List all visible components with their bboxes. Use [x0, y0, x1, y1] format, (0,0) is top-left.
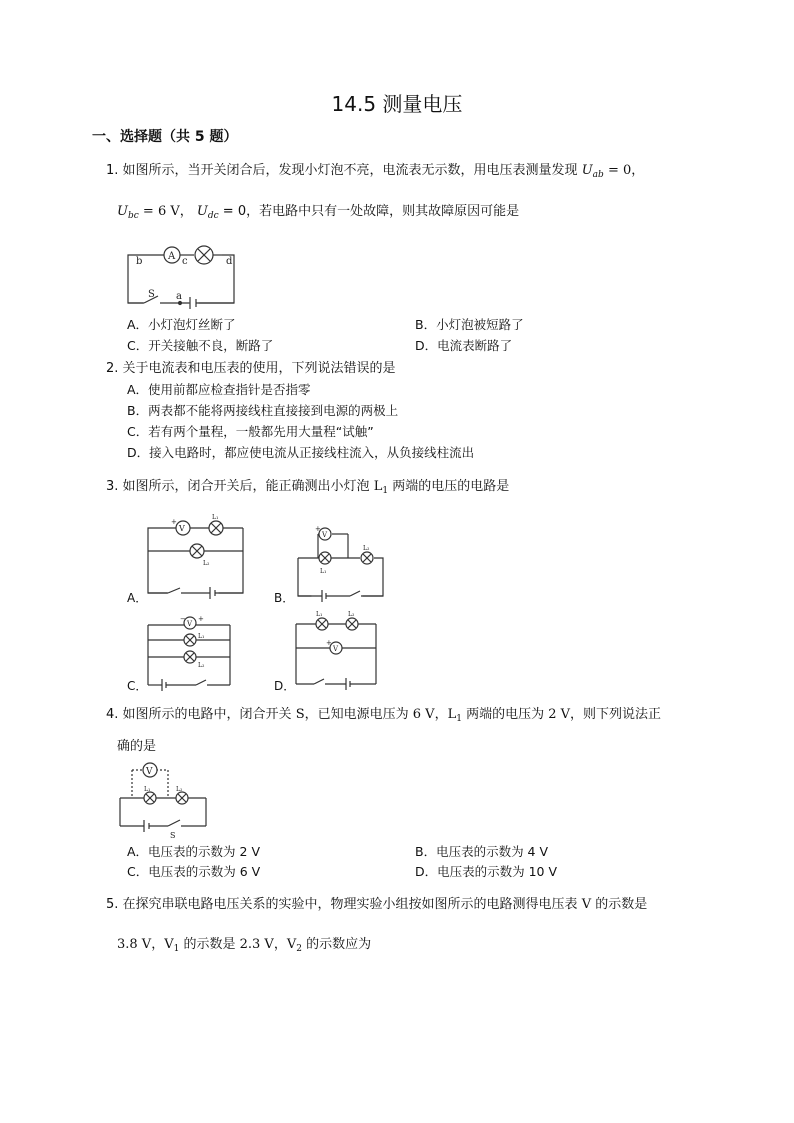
question-1-text: 如图所示，当开关闭合后，发现小灯泡不亮，电流表无示数，用电压表测量发现 — [122, 163, 578, 178]
question-5-line-1 — [106, 896, 647, 914]
question-5-text: 的示数是 — [595, 897, 648, 912]
lamp-l2-label: L₂ — [348, 611, 355, 618]
question-3 — [106, 478, 509, 500]
q1-option-c[interactable]: C．开关接触不良，断路了 — [127, 338, 274, 353]
voltage-symbol: U — [196, 204, 208, 219]
node-label-b: b — [136, 256, 143, 267]
lamp-l2-label: L₂ — [198, 662, 205, 669]
question-number: 1. — [106, 163, 119, 178]
q3-option-a[interactable]: A． — [127, 591, 148, 605]
voltmeter-label: V — [333, 645, 339, 653]
node-label-a: a — [176, 291, 182, 302]
minus-label: − — [180, 615, 186, 623]
voltage-value: 3.8 V， — [117, 937, 165, 952]
voltage-value: 2.3 V， — [239, 937, 287, 952]
question-3-text-end: 两端的电压的电路是 — [392, 479, 510, 494]
switch-label: S — [170, 831, 176, 840]
question-4-line-2: 确的是 — [117, 739, 157, 754]
question-number: 5. — [106, 897, 119, 912]
q2-option-a[interactable]: A．使用前都应检查指针是否指零 — [127, 382, 311, 397]
q3-circuit-a — [148, 513, 243, 598]
switch-icon — [314, 679, 324, 684]
voltmeter-symbol: V — [164, 937, 174, 952]
question-5-text: 的示数应为 — [306, 937, 372, 952]
question-5-text: 的示数是 — [183, 937, 236, 952]
lamp-symbol: L — [373, 479, 383, 494]
q2-option-d[interactable]: D．接入电路时，都应使电流从正接线柱流入，从负接线柱流出 — [127, 445, 475, 460]
q1-option-a[interactable]: A．小灯泡灯丝断了 — [127, 317, 236, 332]
lamp-l1-label: L₁ — [320, 568, 327, 575]
separator: ， — [434, 707, 448, 722]
question-number: 2. — [106, 361, 119, 376]
question-number: 4. — [106, 707, 119, 722]
voltage-symbol: U — [117, 204, 128, 219]
voltmeter-subscript: 2 — [296, 944, 302, 954]
lamp-l1-label: L₁ — [212, 514, 219, 521]
question-4-circuit-diagram — [118, 760, 208, 838]
question-5-line-2 — [117, 936, 371, 958]
lamp-l2-label: L₂ — [203, 560, 210, 567]
question-5-text: 在探究串联电路电压关系的实验中，物理实验小组按如图所示的电路测得电压表 — [122, 897, 578, 912]
question-1-line-2 — [117, 203, 519, 225]
voltmeter-symbol: V — [286, 937, 297, 952]
ammeter-label: A — [168, 251, 176, 262]
lamp-subscript: 1 — [456, 714, 462, 724]
lamp-l1-label: L₁ — [198, 633, 205, 640]
plus-label: + — [171, 518, 177, 526]
question-2-text: 关于电流表和电压表的使用，下列说法错误的是 — [122, 361, 396, 376]
question-4-text: ，则下列说法正 — [570, 707, 662, 722]
voltage-value: = 0，若电路中只有一处故障，则其故障原因可能是 — [218, 204, 520, 219]
question-4-line-1 — [106, 706, 661, 728]
question-4-text: 如图所示的电路中，闭合开关 — [122, 707, 292, 722]
q2-option-b[interactable]: B．两表都不能将两接线柱直接接到电源的两极上 — [127, 403, 399, 418]
lamp-symbol: L — [447, 707, 457, 722]
question-4-text: 两端的电压为 — [466, 707, 545, 722]
question-4-text: ，已知电源电压为 — [304, 707, 409, 722]
switch-icon — [168, 820, 180, 826]
q3-option-b[interactable]: B． — [274, 591, 295, 605]
voltage-symbol: U — [581, 163, 593, 178]
switch-symbol: S — [295, 707, 305, 722]
q3-option-c[interactable]: C． — [127, 679, 148, 693]
lamp-subscript: 1 — [382, 486, 389, 496]
voltmeter-label: V — [179, 524, 185, 533]
question-number: 3. — [106, 479, 119, 494]
q1-option-b[interactable]: B．小灯泡被短路了 — [415, 317, 524, 332]
lamp-l1-label: L₁ — [316, 611, 323, 618]
q3-option-d[interactable]: D． — [274, 679, 296, 693]
voltmeter-label: V — [322, 531, 328, 539]
lamp-l1-label: L₁ — [144, 786, 151, 793]
q4-option-a[interactable]: A．电压表的示数为 2 V — [127, 844, 261, 859]
voltmeter-label: V — [146, 767, 153, 777]
q4-option-d[interactable]: D．电压表的示数为 10 V — [415, 864, 558, 879]
q4-option-b[interactable]: B．电压表的示数为 4 V — [415, 844, 549, 859]
lamp-l2-label: L₂ — [363, 545, 370, 552]
q3-circuit-b — [298, 526, 383, 601]
q1-option-d[interactable]: D．电流表断路了 — [415, 338, 513, 353]
voltage-value: 6 V — [412, 707, 435, 722]
switch-label: S — [148, 289, 155, 300]
question-1-circuit-diagram — [124, 240, 244, 308]
lamp-l2-label: L₂ — [176, 786, 183, 793]
voltage-value: = 0， — [603, 163, 645, 178]
plus-label: + — [315, 525, 321, 533]
page-title: 14.5 测量电压 — [331, 92, 463, 116]
q4-option-c[interactable]: C．电压表的示数为 6 V — [127, 864, 261, 879]
section-heading: 一、选择题（共 5 题） — [92, 129, 238, 145]
node-label-d: d — [226, 256, 233, 267]
q3-circuit-d — [296, 612, 376, 690]
voltage-subscript: dc — [207, 211, 219, 221]
q2-option-c[interactable]: C．若有两个量程，一般都先用大量程“试触” — [127, 424, 374, 439]
question-1-line-1 — [106, 162, 644, 184]
voltmeter-symbol: V — [581, 897, 592, 912]
voltage-value: 2 V — [548, 707, 571, 722]
plus-label: + — [198, 615, 204, 623]
voltage-value: = 6 V， — [138, 204, 193, 219]
plus-label: + — [326, 639, 332, 647]
q3-circuit-c — [148, 615, 230, 690]
voltage-subscript: ab — [592, 170, 604, 180]
voltmeter-subscript: 1 — [173, 944, 180, 954]
question-3-text: 如图所示，闭合开关后，能正确测出小灯泡 — [122, 479, 370, 494]
node-label-c: c — [182, 256, 188, 267]
voltmeter-label: V — [187, 620, 193, 628]
voltage-subscript: bc — [127, 211, 139, 221]
question-2 — [106, 360, 396, 378]
